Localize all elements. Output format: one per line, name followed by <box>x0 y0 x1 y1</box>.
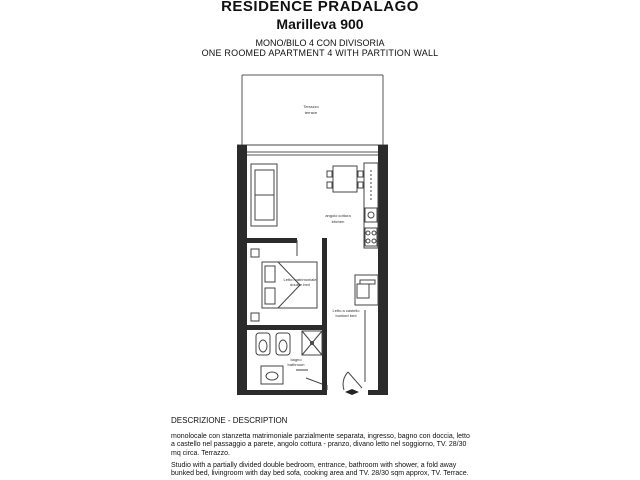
bath-label-italian: bagno <box>290 357 302 362</box>
terrace-label-italian: Terrazzo <box>303 104 319 109</box>
bed-label-english: double bed <box>290 282 310 287</box>
bunk-label-italian: Letto a castello <box>332 308 360 313</box>
window-facade <box>247 152 378 155</box>
apartment-type-italian: MONO/BILO 4 CON DIVISORIA <box>255 38 385 48</box>
terrace-label-english: terrace <box>304 110 318 115</box>
apartment-type-english: ONE ROOMED APARTMENT 4 WITH PARTITION WALL <box>201 48 439 58</box>
kitchen-label-english: kitchen <box>331 219 345 224</box>
description-italian: monolocale con stanzetta matrimoniale parzialmente separata, ingresso, bagno con doccia, letto a castello nel passaggio a parete, angolo cottura - pranzo, divano letto nel soggiorno, TV. 28/30 mq circa. Terrazzo. <box>171 433 470 457</box>
dining-table <box>327 166 363 192</box>
location-subtitle: Marilleva 900 <box>276 16 364 32</box>
kitchen-counter <box>364 163 378 248</box>
bathroom-fixtures <box>256 331 322 384</box>
bunk-label-english: bunked bed <box>335 313 357 318</box>
description-heading: DESCRIZIONE - DESCRIPTION <box>171 416 288 425</box>
description-english: Studio with a partially divided double bedroom, entrance, bathroom with shower, a fold away bunked bed, livingroom with day bed sofa, cooking area and TV. 28/30 sqm approx, TV. Terrace. <box>171 462 469 478</box>
bath-label-english: bathroom <box>287 362 305 367</box>
kitchen-label-italian: angolo cottura <box>325 213 351 218</box>
entrance-arrow-icon <box>345 389 359 395</box>
sofa-bed <box>251 164 277 226</box>
bed-label-italian: Letto matrimoniale <box>283 277 317 282</box>
bunk-bed <box>355 275 378 382</box>
residence-title: RESIDENCE PRADALAGO <box>221 0 419 15</box>
